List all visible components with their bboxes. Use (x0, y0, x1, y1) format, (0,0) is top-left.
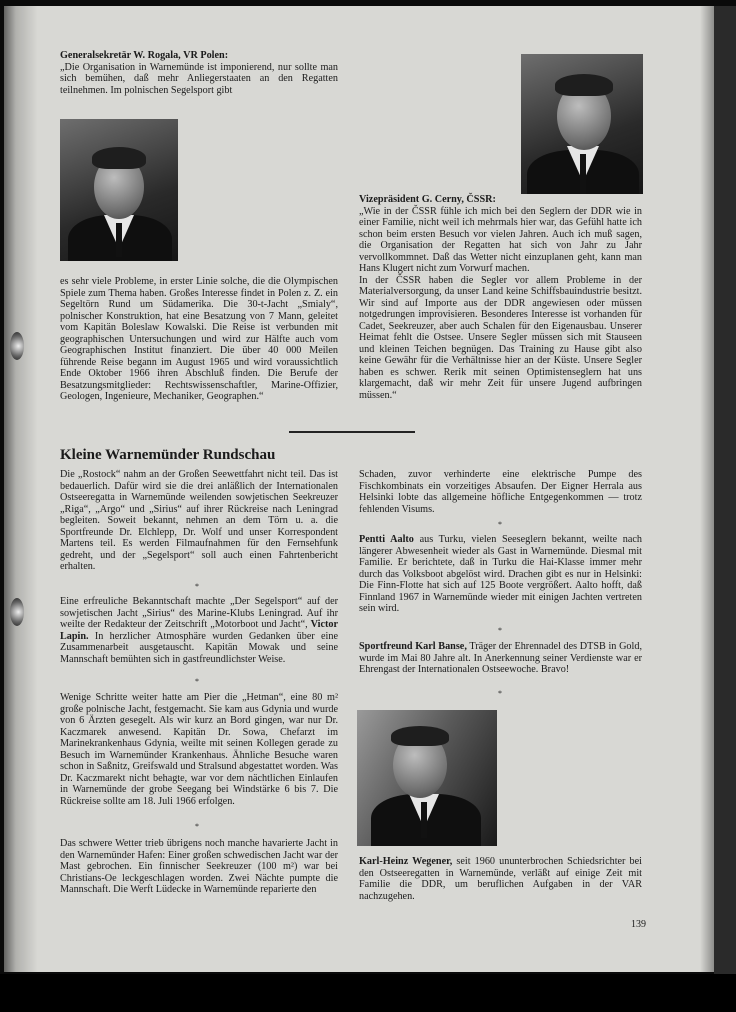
weather-text: Das schwere Wetter trieb übrigens noch manche havarierte Jacht in den Warnemünder Hafen: Einer großen schwedischen Jacht war der Mast gebrochen. Ein finnischer Seekreuzer (100 m²) war bei Christians-Oe leckgeschlagen worden. Zwei Nächte pumpte die Mannschaft. Die Werft Lüdecke in Warnemünde reparierte den (60, 838, 338, 895)
separator-star: * (498, 520, 502, 529)
herrala-text: Schaden, zuvor verhinderte eine elektrische Pumpe des Fischkombinats ein vorzeitiges Absaufen. Der Eigner Herrala aus Helsinki lobte das allgemeine höfliche Entgegenkommen — trotz fehlenden Visums. (359, 469, 642, 515)
rundschau-banse-paragraph (359, 641, 642, 676)
pentti-aalto-name: Pentti Aalto (359, 534, 414, 545)
page-number: 139 (631, 919, 646, 930)
rundschau-herrala-paragraph (359, 469, 642, 515)
rogala-quote-continued (60, 276, 338, 403)
binding-hole-icon (10, 598, 24, 626)
hetman-text: Wenige Schritte weiter hatte am Pier die „Hetman“, eine 80 m² große polnische Jacht, festgemacht. Sie kam aus Gdynia und wurde von 6 Ärzten gesegelt. Als wir kurz an Bord gingen, war nur Dr. Kaczmarek anwesend. Kapitän Dr. Sowa, Chefarzt im Marinekrankenhaus Gdynia, weilte mit seinen Kollegen gerade zu Besuch im Warnemünder Krankenhaus. Ähnliche Besuche waren schon in Saßnitz, Greifswald und Stralsund abgestattet worden. Was Dr. Kaczmarekt nicht behagte, war vor dem nächtlichen Einlaufen in Warnemünde der grobe Seegang bei Windstärke 6 bis 7. Die Rückreise sollte am 18. Juli 1966 erfolgen. (60, 692, 338, 807)
cerny-heading: Vizepräsident G. Cerny, ČSSR: (359, 194, 496, 205)
sirius-text-a: Eine erfreuliche Bekanntschaft machte „Der Segelsport“ auf der sowjetischen Jacht „Sirius“ des Marine-Klubs Leningrad. Auf ihr weilte der Redakteur der Zeitschrift „Motorboot und Jacht“, (60, 596, 338, 630)
rundschau-weather-paragraph (60, 838, 338, 896)
cerny-quote (359, 194, 642, 401)
separator-star: * (195, 582, 199, 591)
banse-text: Träger der Ehrennadel des DTSB in Gold, wurde im Mai 80 Jahre alt. In Anerkennung seiner Verdienste war er Ehrengast der Internationalen Ostseewoche. Bravo! (359, 641, 642, 675)
book-page (4, 6, 714, 972)
separator-star: * (195, 822, 199, 831)
separator-star: * (498, 626, 502, 635)
sirius-text-b: In herzlicher Atmosphäre wurden Gedanken über eine Zusammenarbeit ausgetauscht. Kapitän Mowak und seine Mannschaft bemühten sich in gastfreundlichster Weise. (60, 630, 339, 665)
rogala-quote-intro (60, 50, 338, 96)
section-divider-rule (289, 431, 415, 433)
aalto-text: aus Turku, vielen Seeseglern bekannt, weilte nach längerer Abwesenheit wieder als Gast in Warnemünde. Diesmal mit Familie. Er berichtete, daß in Turku die Hai-Klasse immer mehr durch das Volksboot abgelöst wird. Drachen gibt es nur in Helsinki: Die Finn-Flotte hat sich auf 125 Boote vergrößert. Aalto hofft, daß Finnland 1967 in Warnemünde wieder mit einigen Jachten vertreten sein wird. (359, 534, 643, 614)
wegener-portrait-photo (357, 710, 497, 846)
rostock-text: Die „Rostock“ nahm an der Großen Seewettfahrt nicht teil. Das ist bedauerlich. Dafür wird sie die drei anläßlich der Internationalen Ostseeregatta in Warnemünde weilenden sowjetischen Seekreuzer „Riga“, „Argo“ und „Sirius“ auf ihrer Rückreise nach Leningrad begleiten. Soweit bekannt, nehmen an dem Törn u. a. die Sportfreunde Dr. Elchlepp, Dr. Wolf und unser Korrespondent Martens teil. Es werden Filmaufnahmen für den Fernsehfunk gedreht, und der „Segelsport“ soll auch einen Fahrtenbericht erhalten. (60, 469, 338, 572)
wegener-caption (359, 856, 642, 902)
rundschau-aalto-paragraph (359, 534, 642, 615)
rogala-quote-part-2: es sehr viele Probleme, in erster Linie solche, die die Olympischen Spiele zum Thema haben. Großes Interesse findet in Polen z. Z. ein Segeltörn Rund um Südamerika. Die 30-t-Jacht „Smialy“, polnischer Konstruktion, hat eine Besatzung von 7 Mann, geleitet vom Kapitän Boleslaw Kowalski. Die Reise ist verbunden mit geographischen Untersuchungen und wird zur Hälfte auch vom Geographischen Institut finanziert. Die über 40 000 Meilen führende Reise begann im August 1965 und wird voraussichtlich Ende Oktober 1966 ihren Abschluß finden. Die Berufe der Besatzungsmitglieder: Rechtswissenschaftler, Marine-Offizier, Geologen, Ingenieure, Mechaniker, Geographen.“ (60, 276, 338, 402)
rogala-portrait-photo (60, 119, 178, 261)
rogala-quote-part-1: „Die Organisation in Warnemünde ist imponierend, nur sollte man sich bemühen, daß mehr Anliegerstaaten an den Regatten teilnehmen. Im polnischen Segelsport gibt (60, 61, 338, 96)
victor-lapin-name: Victor Lapin. (60, 619, 339, 642)
scan-bottom-border (0, 974, 736, 1012)
wegener-text: seit 1960 ununterbrochen Schiedsrichter bei den Ostseeregatten in Warnemünde, verläßt auf einige Zeit mit Familie die DDR, um beruflichen Aufgaben in der VAR nachzugehen. (359, 856, 643, 902)
cerny-quote-part-1: „Wie in der ČSSR fühle ich mich bei den Seglern der DDR wie in einer Familie, nicht weil ich mehrmals hier war, das Gefühl hatte ich schon beim ersten Besuch vor vielen Jahren. Auch ich muß sagen, die Organisation der Regatten hat sich von Jahr zu Jahr vervollkommnet. Daß das Wetter nicht einzuplanen geht, kann man Hans Klugert nicht zum Vorwurf machen. (359, 205, 642, 274)
rogala-heading: Generalsekretär W. Rogala, VR Polen: (60, 50, 229, 61)
separator-star: * (195, 677, 199, 686)
rundschau-sirius-paragraph (60, 596, 338, 665)
section-title: Kleine Warnemünder Rundschau (60, 447, 276, 463)
wegener-name: Karl-Heinz Wegener, (359, 856, 453, 867)
cerny-quote-part-2: In der ČSSR haben die Segler vor allem Probleme in der Materialversorgung, da unser Land keine Schiffsbauindustrie besitzt. Wir sind auf Importe aus der DDR angewiesen oder müssen notgedrungen improvisieren. Besonderes Interesse ist vorhanden für Cadet, Seekreuzer, aber auch Schalen für den Eigenausbau. Unserer Heimat fehlt die Ostsee. Unsere Segler müssen sich mit Stauseen und kleinen Teichen begnügen. Das Training zu Hause gibt also keine Gewähr für die Verhältnisse hier an der Küste. Unsere Segler haben es schwer. Rerik mit seinen Optimistenseglern hat uns klargemacht, daß wir mehr Zeit für unsere Jugend aufbringen müssen.“ (359, 274, 642, 401)
cerny-portrait-photo (521, 54, 643, 194)
book-spine-right (714, 6, 736, 976)
rundschau-rostock-paragraph (60, 469, 338, 573)
rundschau-hetman-paragraph (60, 692, 338, 807)
separator-star: * (498, 689, 502, 698)
binding-hole-icon (10, 332, 24, 360)
karl-banse-name: Sportfreund Karl Banse, (359, 641, 467, 652)
